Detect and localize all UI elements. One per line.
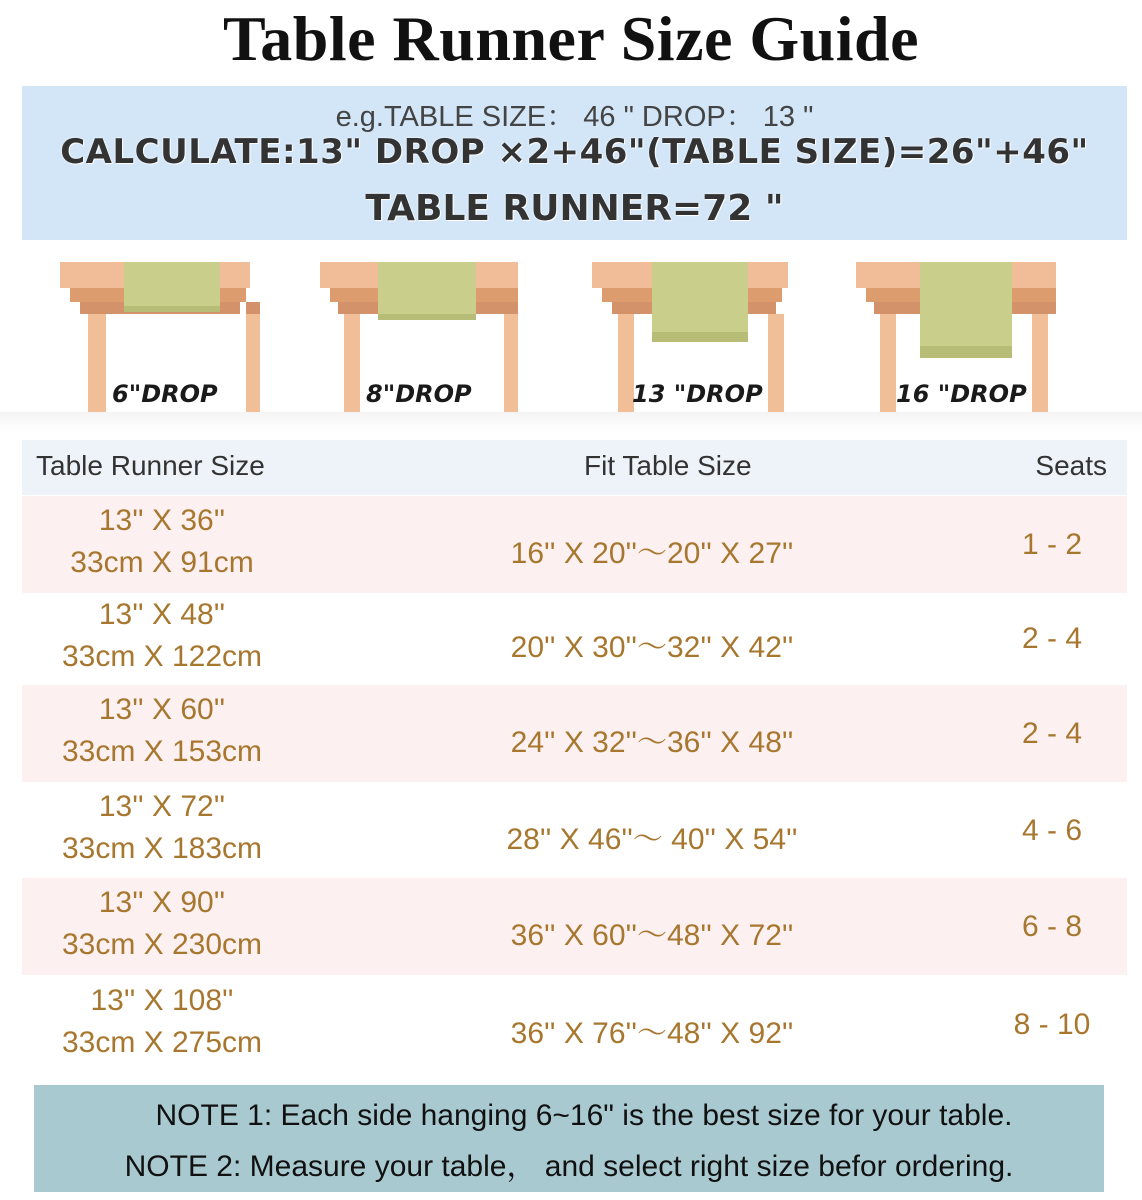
illustration-6-drop: [60, 262, 260, 430]
runner-size-cm: 33cm X 91cm: [70, 546, 254, 579]
illustration-16-drop: [856, 262, 1056, 430]
runner-size-cm: 33cm X 122cm: [61, 640, 263, 673]
seats: 8 - 10: [1013, 1008, 1091, 1041]
runner-size-inches: 13'' X 108'': [90, 984, 234, 1017]
floor-divider: [0, 412, 1142, 432]
header-runner-size: Table Runner Size: [36, 450, 265, 481]
illustration-13-drop: [592, 262, 792, 430]
seats: 4 - 6: [1021, 814, 1083, 847]
example-line: e.g.TABLE SIZE： 46 " DROP： 13 ": [335, 101, 814, 133]
illustration-8-drop: [318, 262, 518, 430]
table-header: [22, 440, 1127, 495]
table-row: [22, 878, 1127, 975]
table-row: [22, 496, 1127, 593]
runner-size-inches: 13'' X 72'': [98, 790, 226, 823]
fit-table-size: 36'' X 76''～48'' X 92'': [510, 1017, 794, 1050]
fit-table-size: 16'' X 20''～20'' X 27'': [510, 537, 794, 570]
table-row: [22, 976, 1127, 1073]
runner-size-inches: 13'' X 48'': [98, 598, 226, 631]
drop-illustrations: [0, 250, 1142, 430]
runner-size-cm: 33cm X 230cm: [61, 928, 263, 961]
seats: 1 - 2: [1021, 528, 1083, 561]
drop-label-13: 13 "DROP: [632, 380, 763, 408]
fit-table-size: 24'' X 32''～36'' X 48'': [510, 726, 794, 759]
table-row: [22, 685, 1127, 782]
notes-box: [34, 1085, 1104, 1192]
result-line: TABLE RUNNER=72 ": [365, 188, 784, 229]
drop-label-16: 16 "DROP: [896, 380, 1027, 408]
note-1: NOTE 1: Each side hanging 6~16" is the best size for your table.: [155, 1099, 1013, 1132]
seats: 6 - 8: [1021, 910, 1083, 943]
drop-label-6: 6"DROP: [112, 380, 218, 408]
table-row: [22, 782, 1127, 879]
seats: 2 - 4: [1021, 717, 1083, 750]
fit-table-size: 20'' X 30''～32'' X 42'': [510, 631, 794, 664]
note-2: NOTE 2: Measure your table， and select right size befor ordering.: [124, 1150, 1014, 1183]
table-row: [22, 590, 1127, 687]
drop-label-8: 8"DROP: [366, 380, 472, 408]
seats: 2 - 4: [1021, 622, 1083, 655]
runner-size-inches: 13'' X 36'': [98, 504, 226, 537]
runner-size-inches: 13'' X 90'': [98, 886, 226, 919]
header-seats: Seats: [1035, 450, 1107, 481]
runner-size-inches: 13'' X 60'': [98, 693, 226, 726]
runner-size-cm: 33cm X 153cm: [61, 735, 263, 768]
page-title: Table Runner Size Guide: [222, 3, 920, 74]
header-fit-table-size: Fit Table Size: [584, 450, 752, 481]
formula-line: CALCULATE:13" DROP ×2+46"(TABLE SIZE)=26"+46": [60, 132, 1089, 172]
runner-size-cm: 33cm X 183cm: [61, 832, 263, 865]
fit-table-size: 28'' X 46''～ 40'' X 54'': [506, 823, 798, 856]
fit-table-size: 36'' X 60''～48'' X 72'': [510, 919, 794, 952]
runner-size-cm: 33cm X 275cm: [61, 1026, 263, 1059]
calculation-box: [22, 86, 1127, 240]
